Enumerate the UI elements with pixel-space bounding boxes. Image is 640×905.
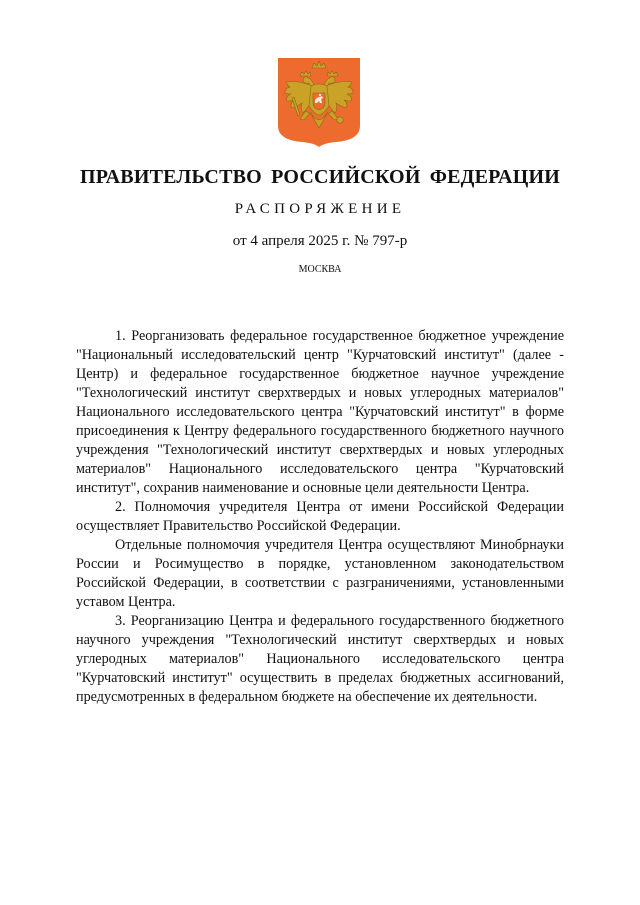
paragraph-3: Отдельные полномочия учредителя Центра осуществляют Минобрнауки России и Росимущество в порядке, установленном законодательством Российской Федерации, в соответствии с разграничениями, установленными уставом Центра.	[76, 537, 564, 610]
government-title: ПРАВИТЕЛЬСТВО РОССИЙСКОЙ ФЕДЕРАЦИИ	[80, 166, 560, 188]
paragraph-1: 1. Реорганизовать федеральное государственное бюджетное учреждение "Национальный исследовательский центр "Курчатовский институт" (далее - Центр) и федеральное государственное бюджетное научное учреждение "Технологический институт сверхтвердых и новых углеродных материалов" Национального исследовательского центра "Курчатовский институт" в форме присоединения к Центру федерального государственного бюджетного научного учреждения "Технологический институт сверхтвердых и новых углеродных материалов" Национального исследовательского центра "Курчатовский институт", сохранив наименование и основные цели деятельности Центра.	[76, 328, 564, 496]
document-city: МОСКВА	[298, 264, 342, 275]
document-type: РАСПОРЯЖЕНИЕ	[234, 201, 406, 217]
document-body	[76, 327, 564, 707]
paragraph-2: 2. Полномочия учредителя Центра от имени Российской Федерации осуществляет Правительство Российской Федерации.	[76, 499, 564, 534]
paragraph-4: 3. Реорганизацию Центра и федерального государственного бюджетного научного учреждения "Технологический институт сверхтвердых и новых углеродных материалов" Национального исследовательского центра "Курчатовский институт" осуществить в пределах бюджетных ассигнований, предусмотренных в федеральном бюджете на обеспечение их деятельности.	[76, 613, 564, 705]
document-date-number: от 4 апреля 2025 г. № 797-р	[232, 233, 408, 249]
russian-coat-of-arms-icon	[276, 56, 362, 148]
